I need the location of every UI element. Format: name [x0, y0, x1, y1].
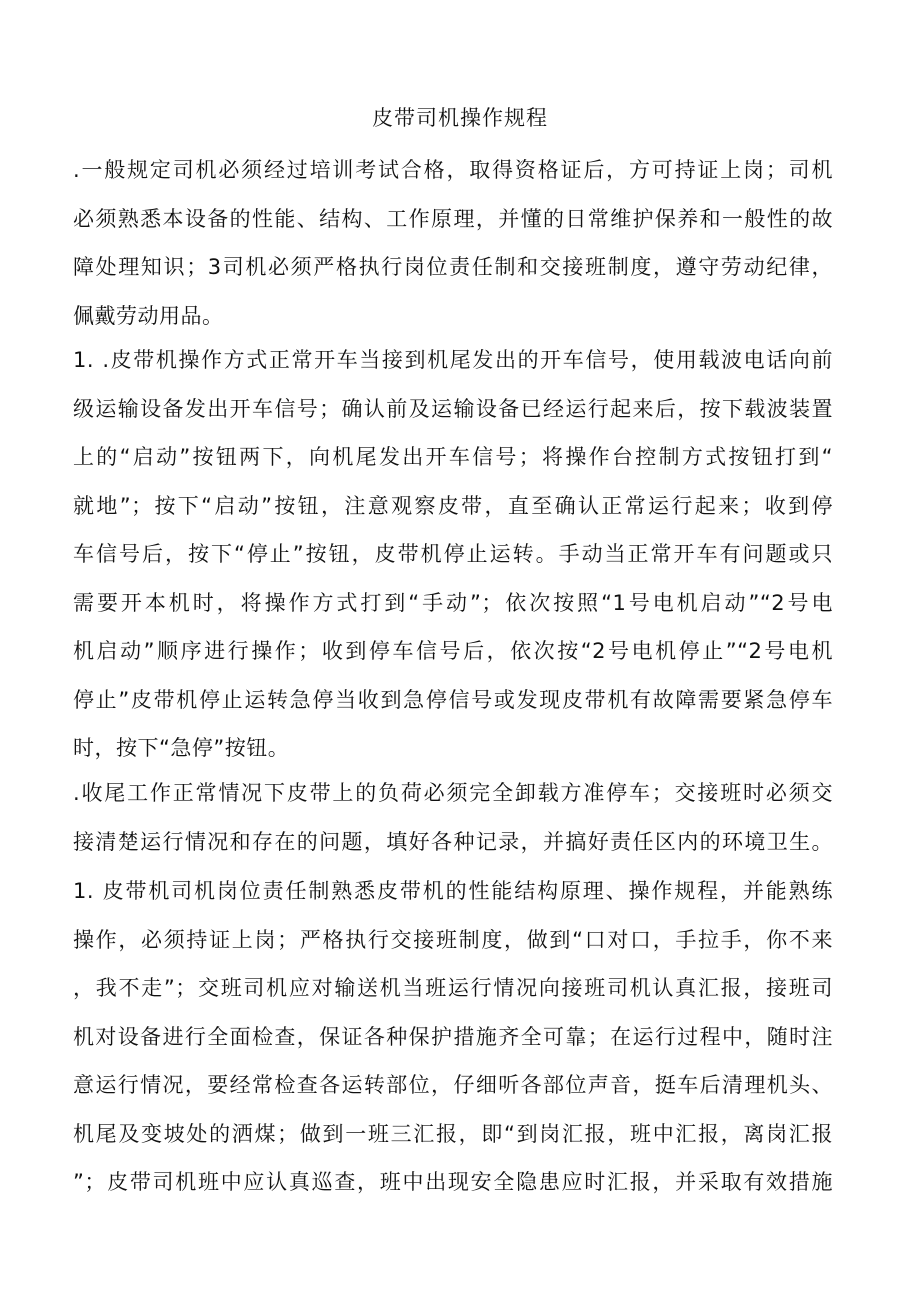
paragraph-closing-work [73, 769, 833, 866]
paragraph-operation-method [73, 336, 833, 773]
text-line: 上的“启动”按钮两下，向机尾发出开车信号；将操作台控制方式按钮打到“ [73, 445, 833, 469]
text-line: 1. .皮带机操作方式正常开车当接到机尾发出的开车信号，使用载波电话向前 [73, 348, 833, 372]
text-line: 就地”；按下“启动”按钮，注意观察皮带，直至确认正常运行起来；收到停 [73, 493, 833, 518]
text-line: 停止”皮带机停止运转急停当收到急停信号或发现皮带机有故障需要紧急停车 [73, 687, 833, 712]
text-line: 级运输设备发出开车信号；确认前及运输设备已经运行起来后，按下载波装置 [73, 396, 833, 421]
text-line: ”；皮带司机班中应认真巡查，班中出现安全隐患应时汇报，并采取有效措施 [73, 1170, 833, 1194]
document-title: 皮带司机操作规程 [372, 106, 548, 130]
text-line: 时，按下“急停”按钮。 [73, 736, 290, 760]
text-line: 障处理知识；3司机必须严格执行岗位责任制和交接班制度，遵守劳动纪律， [73, 255, 833, 279]
paragraph-responsibility [73, 867, 833, 1207]
text-line: 佩戴劳动用品。 [73, 303, 224, 328]
paragraph-general-rules [73, 146, 833, 340]
text-line: 需要开本机时，将操作方式打到“手动”；依次按照“1号电机启动”“2号电 [73, 590, 833, 615]
text-line: 机对设备进行全面检查，保证各种保护措施齐全可靠；在运行过程中，随时注 [73, 1024, 833, 1049]
text-line: ，我不走”；交班司机应对输送机当班运行情况向接班司机认真汇报，接班司 [73, 976, 833, 1000]
text-line: 意运行情况，要经常检查各运转部位，仔细听各部位声音，挺车后清理机头、 [73, 1073, 833, 1097]
text-line: 车信号后，按下“停止”按钮，皮带机停止运转。手动当正常开车有问题或只 [73, 542, 833, 566]
text-line: 操作，必须持证上岗；严格执行交接班制度，做到“口对口，手拉手，你不来 [73, 927, 833, 952]
text-line: 1. 皮带机司机岗位责任制熟悉皮带机的性能结构原理、操作规程，并能熟练 [73, 879, 833, 903]
text-line: 机启动”顺序进行操作；收到停车信号后，依次按“2号电机停止”“2号电机 [73, 639, 833, 663]
text-line: 机尾及变坡处的洒煤；做到一班三汇报，即“到岗汇报，班中汇报，离岗汇报 [73, 1121, 833, 1146]
text-line: 接清楚运行情况和存在的问题，填好各种记录，并搞好责任区内的环境卫生。 [73, 829, 833, 854]
text-line: 必须熟悉本设备的性能、结构、工作原理，并懂的日常维护保养和一般性的故 [73, 206, 833, 231]
text-line: .一般规定司机必须经过培训考试合格，取得资格证后，方可持证上岗；司机 [73, 158, 833, 182]
text-line: .收尾工作正常情况下皮带上的负荷必须完全卸载方准停车；交接班时必须交 [73, 781, 833, 805]
